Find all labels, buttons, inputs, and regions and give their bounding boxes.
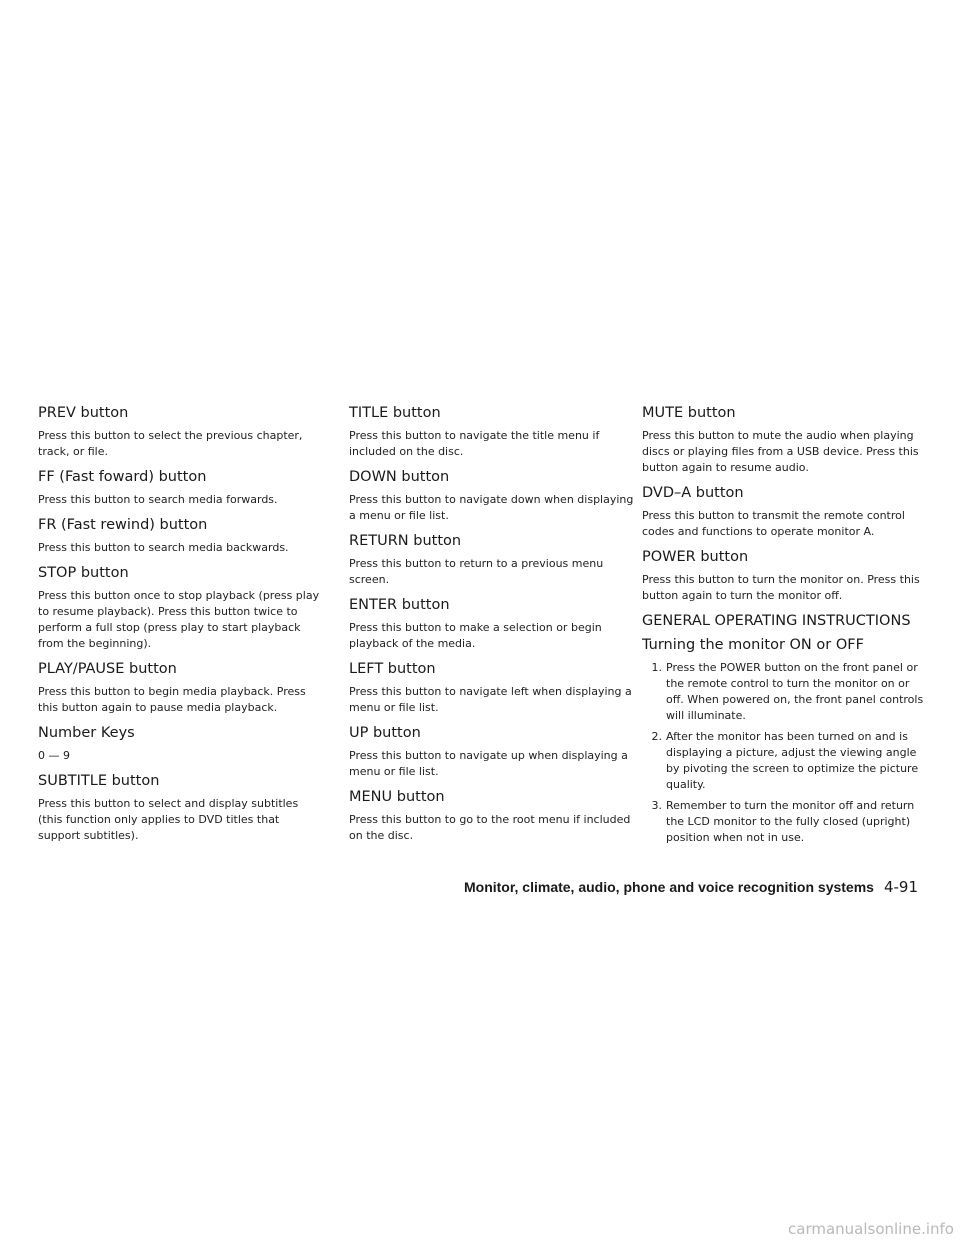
section-body: Press this button to navigate the title menu if included on the disc. bbox=[349, 429, 600, 458]
section-ff-button bbox=[38, 468, 324, 508]
section-body: Press this button to transmit the remote control codes and functions to operate monitor A. bbox=[642, 509, 905, 538]
section-prev-button bbox=[38, 404, 324, 460]
footer-chapter-title: Monitor, climate, audio, phone and voice recognition systems bbox=[463, 879, 874, 895]
section-body: Press this button to navigate left when displaying a menu or file list. bbox=[349, 685, 632, 714]
section-heading: DOWN button bbox=[349, 469, 450, 485]
section-left-button bbox=[349, 660, 635, 716]
step-text: Press the POWER button on the front panel or the remote control to turn the monitor on or off. When powered on, the front panel controls will illuminate. bbox=[666, 661, 924, 722]
section-body: Press this button to select and display subtitles (this function only applies to DVD titles that support subtitles). bbox=[38, 797, 299, 842]
steps-list bbox=[642, 660, 928, 846]
section-body: Press this button to go to the root menu if included on the disc. bbox=[349, 813, 631, 842]
step-item bbox=[642, 798, 928, 846]
section-body: Press this button to search media forwards. bbox=[38, 493, 278, 506]
section-stop-button bbox=[38, 564, 324, 652]
section-heading: DVD–A button bbox=[642, 485, 744, 501]
section-body: Press this button to mute the audio when playing discs or playing files from a USB device. Press this button again to resume audio. bbox=[642, 429, 919, 474]
section-heading: SUBTITLE button bbox=[38, 773, 160, 789]
step-number: 1. bbox=[651, 661, 662, 674]
watermark: carmanualsonline.info bbox=[788, 1220, 954, 1238]
step-item bbox=[642, 660, 928, 724]
section-dvd-a-button bbox=[642, 484, 928, 540]
column-1 bbox=[38, 404, 324, 852]
section-play-pause-button bbox=[38, 660, 324, 716]
section-body: Press this button to return to a previous menu screen. bbox=[349, 557, 604, 586]
section-title-button bbox=[349, 404, 635, 460]
section-number-keys bbox=[38, 724, 324, 764]
section-heading: RETURN button bbox=[349, 533, 462, 549]
section-body: Press this button to select the previous chapter, track, or file. bbox=[38, 429, 303, 458]
section-power-button bbox=[642, 548, 928, 604]
section-heading: TITLE button bbox=[349, 405, 441, 421]
section-down-button bbox=[349, 468, 635, 524]
general-subheading: Turning the monitor ON or OFF bbox=[642, 637, 864, 653]
section-fr-button bbox=[38, 516, 324, 556]
column-3 bbox=[642, 404, 928, 854]
page-footer bbox=[464, 878, 918, 896]
section-body: Press this button to navigate down when displaying a menu or file list. bbox=[349, 493, 634, 522]
section-body: Press this button once to stop playback (press play to resume playback). Press this button twice to perform a full stop (press play to start playback from the beginning). bbox=[38, 589, 320, 650]
section-heading: MUTE button bbox=[642, 405, 736, 421]
page-number: 4-91 bbox=[883, 878, 918, 896]
section-heading: Number Keys bbox=[38, 725, 135, 741]
step-text: After the monitor has been turned on and is displaying a picture, adjust the viewing angle by pivoting the screen to optimize the picture quality. bbox=[666, 730, 919, 791]
general-heading: GENERAL OPERATING INSTRUCTIONS bbox=[642, 613, 911, 629]
column-2 bbox=[349, 404, 635, 852]
step-text: Remember to turn the monitor off and return the LCD monitor to the fully closed (upright) position when not in use. bbox=[666, 799, 915, 844]
section-heading: LEFT button bbox=[349, 661, 436, 677]
step-number: 3. bbox=[651, 799, 662, 812]
section-heading: MENU button bbox=[349, 789, 445, 805]
section-return-button bbox=[349, 532, 635, 588]
section-body: Press this button to turn the monitor on. Press this button again to turn the monitor off. bbox=[642, 573, 920, 602]
section-body: Press this button to navigate up when displaying a menu or file list. bbox=[349, 749, 628, 778]
section-body: Press this button to search media backwards. bbox=[38, 541, 289, 554]
section-body: Press this button to make a selection or begin playback of the media. bbox=[349, 621, 602, 650]
section-subtitle-button bbox=[38, 772, 324, 844]
section-mute-button bbox=[642, 404, 928, 476]
section-body: Press this button to begin media playback. Press this button again to pause media playback. bbox=[38, 685, 306, 714]
section-heading: PREV button bbox=[38, 405, 129, 421]
section-heading: POWER button bbox=[642, 549, 749, 565]
section-heading: FR (Fast rewind) button bbox=[38, 517, 208, 533]
section-heading: UP button bbox=[349, 725, 421, 741]
section-body: 0 — 9 bbox=[38, 749, 70, 762]
section-heading: ENTER button bbox=[349, 597, 450, 613]
step-number: 2. bbox=[651, 730, 662, 743]
step-item bbox=[642, 729, 928, 793]
section-general-operating-instructions bbox=[642, 612, 928, 846]
section-heading: PLAY/PAUSE button bbox=[38, 661, 177, 677]
section-heading: STOP button bbox=[38, 565, 129, 581]
section-enter-button bbox=[349, 596, 635, 652]
section-heading: FF (Fast foward) button bbox=[38, 469, 207, 485]
section-menu-button bbox=[349, 788, 635, 844]
section-up-button bbox=[349, 724, 635, 780]
